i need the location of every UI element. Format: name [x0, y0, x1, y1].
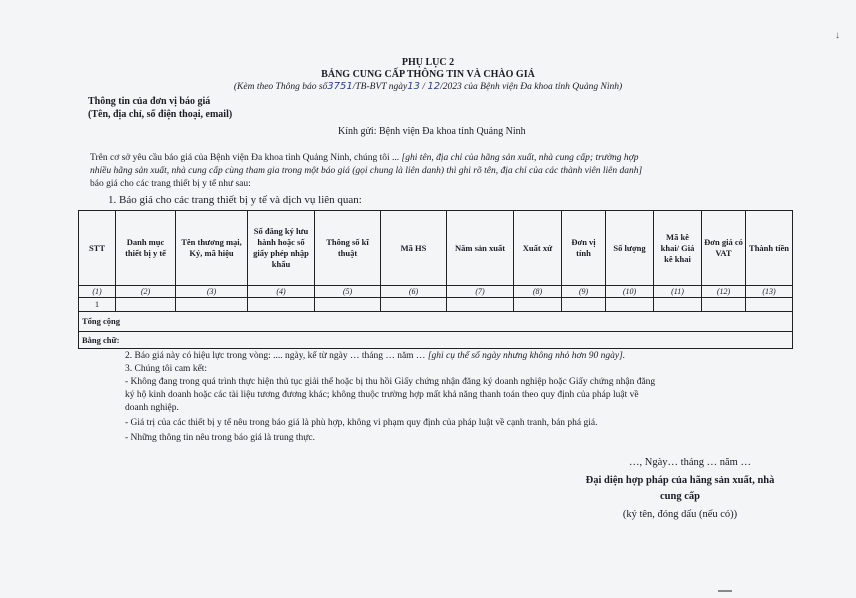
subtitle-middle: /TB-BVT ngày: [352, 82, 408, 92]
table-cell: [702, 298, 746, 312]
col-number: (6): [381, 286, 447, 298]
table-cell: [562, 298, 606, 312]
quoter-info-detail: (Tên, địa chỉ, số điện thoại, email): [88, 109, 233, 120]
intro-instruction: [ghi tên, địa chỉ của hãng sản xuất, nhà cung cấp; trường hợp: [401, 153, 639, 163]
intro-line-3: báo giá cho các trang thiết bị y tế như sau:: [90, 179, 251, 189]
validity-note: [125, 351, 625, 361]
signature-representative: Đại diện hợp pháp của hãng sản xuất, nhà: [585, 475, 775, 486]
col-number: (13): [746, 286, 793, 298]
table-row: [79, 298, 793, 312]
form-title: BẢNG CUNG CẤP THÔNG TIN VÀ CHÀO GIÁ: [321, 69, 535, 80]
commitment-heading: 3. Chúng tôi cam kết:: [125, 364, 208, 374]
table-cell: [381, 298, 447, 312]
col-header: Mã kê khai/ Giá kê khai: [654, 211, 702, 286]
table-cell: [315, 298, 381, 312]
table-cell: [606, 298, 654, 312]
row-stt: 1: [79, 298, 116, 312]
amount-in-words-row: [79, 332, 793, 349]
intro-line-2: nhiều hãng sản xuất, nhà cung cấp cùng tham gia trong một báo giá (gọi chung là liên danh) thì ghi rõ tên, địa chỉ của các thành viên liên danh]: [90, 166, 643, 176]
table-cell: [116, 298, 176, 312]
table-cell: [514, 298, 562, 312]
table-cell: [746, 298, 793, 312]
signature-date-line: …, Ngày… tháng … năm …: [629, 457, 751, 468]
amount-in-words-label: Bằng chữ:: [79, 332, 793, 349]
commitment-1-line-2: ký hộ kinh doanh hoặc các tài liệu tương đương khác; không thuộc trường hợp mất khả năng thanh toán theo quy định của pháp luật về: [125, 390, 639, 400]
col-number: (1): [79, 286, 116, 298]
subtitle-prefix: (Kèm theo Thông báo số: [233, 82, 328, 92]
col-number: (8): [514, 286, 562, 298]
col-number: (5): [315, 286, 381, 298]
validity-text: 2. Báo giá này có hiệu lực trong vòng: .... ngày, kể từ ngày … tháng … năm …: [125, 351, 428, 361]
column-number-row: [79, 286, 793, 298]
col-header: Thông số kĩ thuật: [315, 211, 381, 286]
commitment-1-line-3: doanh nghiệp.: [125, 403, 179, 413]
commitment-1-line-1: - Không đang trong quá trình thực hiện thủ tục giải thể hoặc bị thu hồi Giấy chứng nhận đăng ký doanh nghiệp hoặc Giấy chứng nhận đăng: [125, 377, 656, 387]
intro-line-1: [90, 153, 639, 163]
col-header: Đơn giá có VAT: [702, 211, 746, 286]
col-number: (7): [447, 286, 514, 298]
table-cell: [176, 298, 248, 312]
signature-instruction: (ký tên, đóng dấu (nếu có)): [622, 509, 738, 520]
col-header: Xuất xứ: [514, 211, 562, 286]
col-header: Mã HS: [381, 211, 447, 286]
col-header: Tên thương mại, Ký, mã hiệu: [176, 211, 248, 286]
form-subtitle: (Kèm theo Thông báo số3751/TB-BVT ngày13 / 12/2023 của Bệnh viện Đa khoa tỉnh Quảng Ninh): [233, 81, 623, 92]
signature-representative-cont: cung cấp: [660, 491, 700, 502]
quotation-table: [78, 210, 793, 349]
table-cell: [654, 298, 702, 312]
scan-speck: [718, 590, 732, 592]
col-header: Số lượng: [606, 211, 654, 286]
subtitle-suffix: /2023 của Bệnh viện Đa khoa tỉnh Quảng Ninh): [440, 82, 623, 92]
intro-text: Trên cơ sở yêu cầu báo giá của Bệnh viện Đa khoa tỉnh Quảng Ninh, chúng tôi ...: [90, 153, 402, 163]
col-number: (2): [116, 286, 176, 298]
col-number: (9): [562, 286, 606, 298]
table-header-row: [79, 211, 793, 286]
col-header: STT: [79, 211, 116, 286]
commitment-2: - Giá trị của các thiết bị y tế nêu trong báo giá là phù hợp, không vi phạm quy định của pháp luật về cạnh tranh, bán phá giá.: [125, 418, 598, 428]
quoter-info-label: Thông tin của đơn vị báo giá: [88, 96, 211, 107]
col-number: (4): [248, 286, 315, 298]
col-header: Đơn vị tính: [562, 211, 606, 286]
total-label: Tổng cộng: [79, 312, 793, 332]
validity-instruction: [ghi cụ thể số ngày nhưng không nhỏ hơn 90 ngày].: [427, 351, 626, 361]
appendix-title: PHỤ LỤC 2: [401, 57, 455, 68]
total-row: [79, 312, 793, 332]
col-number: (12): [702, 286, 746, 298]
recipient-line: Kính gửi: Bệnh viện Đa khoa tỉnh Quảng Ninh: [338, 126, 526, 137]
commitment-3: - Những thông tin nêu trong báo giá là trung thực.: [125, 433, 315, 443]
col-number: (3): [176, 286, 248, 298]
col-header: Thành tiền: [746, 211, 793, 286]
scan-mark: ↓: [835, 30, 840, 41]
handwritten-month: 12: [427, 81, 441, 92]
handwritten-day: 13: [407, 81, 420, 92]
section-1-heading: 1. Báo giá cho các trang thiết bị y tế và dịch vụ liên quan:: [108, 194, 362, 206]
col-header: Số đăng ký lưu hành hoặc số giấy phép nhập khẩu: [248, 211, 315, 286]
col-number: (11): [654, 286, 702, 298]
table-cell: [248, 298, 315, 312]
col-header: Danh mục thiết bị y tế: [116, 211, 176, 286]
col-number: (10): [606, 286, 654, 298]
table-cell: [447, 298, 514, 312]
handwritten-doc-number: 3751: [327, 81, 353, 92]
col-header: Năm sản xuất: [447, 211, 514, 286]
